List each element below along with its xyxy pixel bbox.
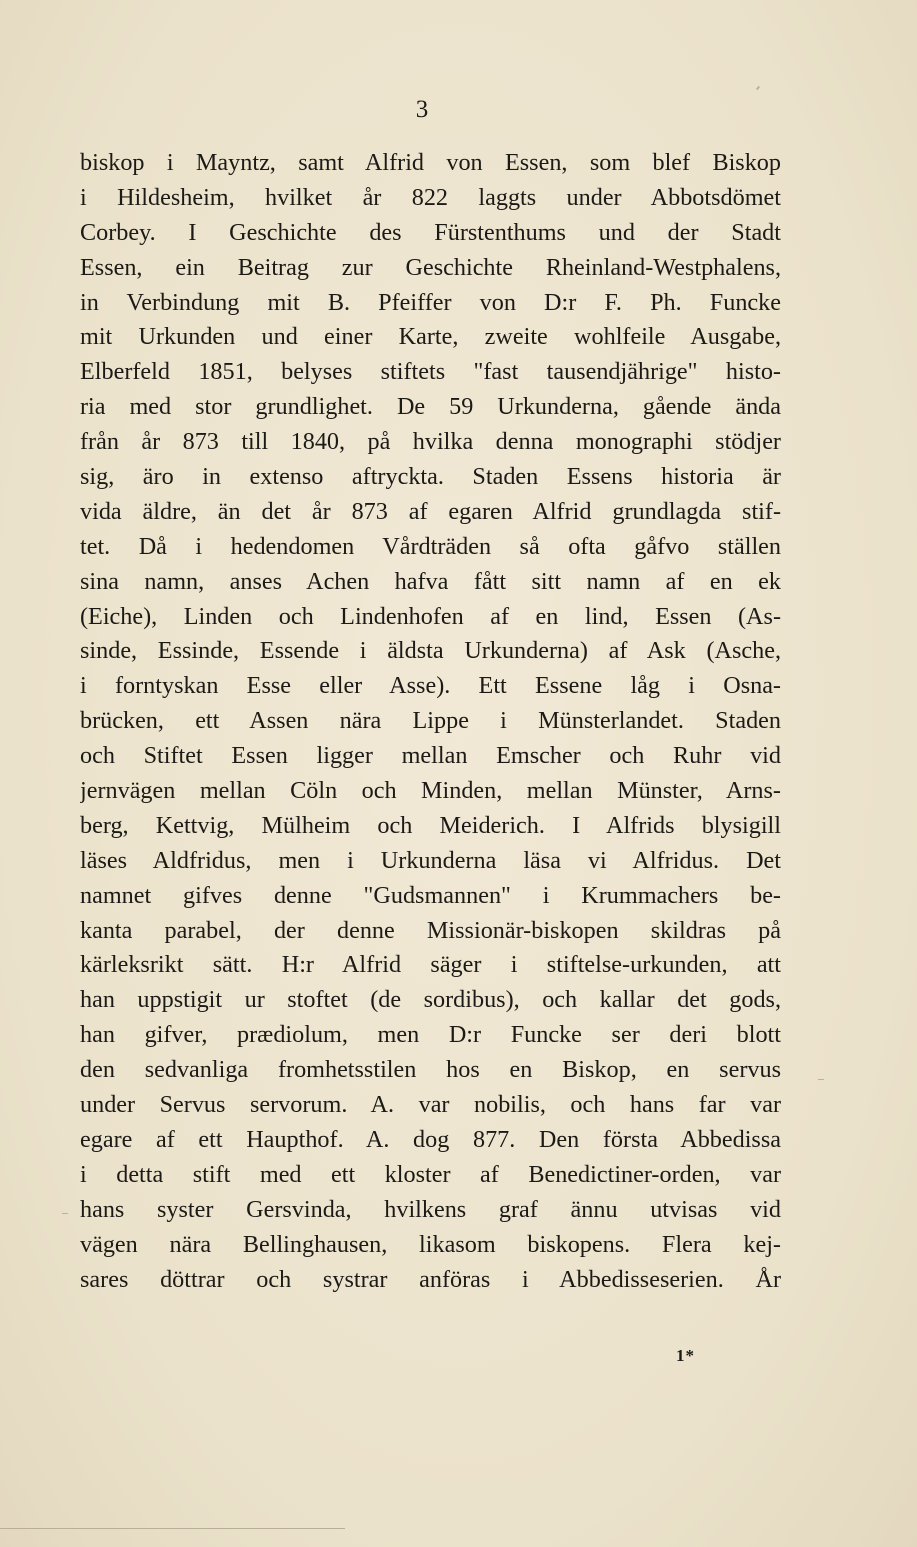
text-line: från år 873 till 1840, på hvilka denna monographi stödjer	[80, 428, 781, 456]
text-line: läses Aldfridus, men i Urkunderna läsa vi Alfridus. Det	[80, 846, 781, 874]
paper-speck	[818, 1079, 824, 1080]
text-line: hans syster Gersvinda, hvilkens graf ännu utvisas vid	[80, 1195, 781, 1223]
signature-mark: 1*	[676, 1346, 695, 1365]
text-line: i detta stift med ett kloster af Benedictiner-orden, var	[80, 1160, 781, 1188]
text-line: i Hildesheim, hvilket år 822 laggts under Abbotsdömet	[80, 183, 781, 211]
text-line: in Verbindung mit B. Pfeiffer von D:r F. Ph. Funcke	[80, 288, 781, 316]
text-line: biskop i Mayntz, samt Alfrid von Essen, som blef Biskop	[80, 149, 781, 176]
text-line: under Servus servorum. A. var nobilis, och hans far var	[80, 1091, 781, 1119]
text-line: vägen nära Bellinghausen, likasom biskopens. Flera kej-	[80, 1230, 781, 1258]
text-line: (Eiche), Linden och Lindenhofen af en lind, Essen (As-	[80, 602, 781, 630]
paper-speck	[62, 1213, 68, 1214]
text-line: kärleksrikt sätt. H:r Alfrid säger i stiftelse-urkunden, att	[80, 951, 781, 979]
text-line: namnet gifves denne "Gudsmannen" i Krummachers be-	[80, 881, 781, 909]
text-line: jernvägen mellan Cöln och Minden, mellan Münster, Arns-	[80, 777, 781, 805]
text-line: han gifver, prædiolum, men D:r Funcke ser deri blott	[80, 1021, 781, 1049]
text-line: sinde, Essinde, Essende i äldsta Urkunderna) af Ask (Asche,	[80, 637, 781, 665]
page-number: 3	[415, 96, 430, 123]
text-line: sig, äro in extenso aftryckta. Staden Essens historia är	[80, 463, 781, 491]
text-line: ria med stor grundlighet. De 59 Urkunderna, gående ända	[80, 393, 781, 421]
text-line: sares döttrar och systrar anföras i Abbedisseserien. År	[80, 1265, 781, 1293]
text-line: sina namn, anses Achen hafva fått sitt namn af en ek	[80, 567, 781, 595]
text-line: Elberfeld 1851, belyses stiftets "fast tausendjährige" histo-	[80, 358, 781, 386]
text-line: berg, Kettvig, Mülheim och Meiderich. I Alfrids blysigill	[80, 811, 781, 839]
text-line: vida äldre, än det år 873 af egaren Alfrid grundlagda stif-	[80, 497, 781, 525]
body-text	[80, 146, 781, 1297]
text-line: han uppstigit ur stoftet (de sordibus), och kallar det gods,	[80, 986, 781, 1014]
paper-speck	[756, 86, 760, 90]
text-line: i forntyskan Esse eller Asse). Ett Essene låg i Osna-	[80, 672, 781, 700]
text-line: den sedvanliga fromhetsstilen hos en Biskop, en servus	[80, 1056, 781, 1084]
text-line: Corbey. I Geschichte des Fürstenthums und der Stadt	[80, 218, 781, 246]
page-edge-line	[0, 1528, 345, 1529]
text-line: kanta parabel, der denne Missionär-biskopen skildras på	[80, 916, 781, 944]
text-line: brücken, ett Assen nära Lippe i Münsterlandet. Staden	[80, 707, 781, 735]
text-line: tet. Då i hedendomen Vårdträden så ofta gåfvo ställen	[80, 532, 781, 560]
text-line: Essen, ein Beitrag zur Geschichte Rheinland-Westphalens,	[80, 253, 781, 281]
text-line: och Stiftet Essen ligger mellan Emscher och Ruhr vid	[80, 742, 781, 770]
text-line: mit Urkunden und einer Karte, zweite wohlfeile Ausgabe,	[80, 323, 781, 351]
text-line: egare af ett Haupthof. A. dog 877. Den första Abbedissa	[80, 1125, 781, 1153]
